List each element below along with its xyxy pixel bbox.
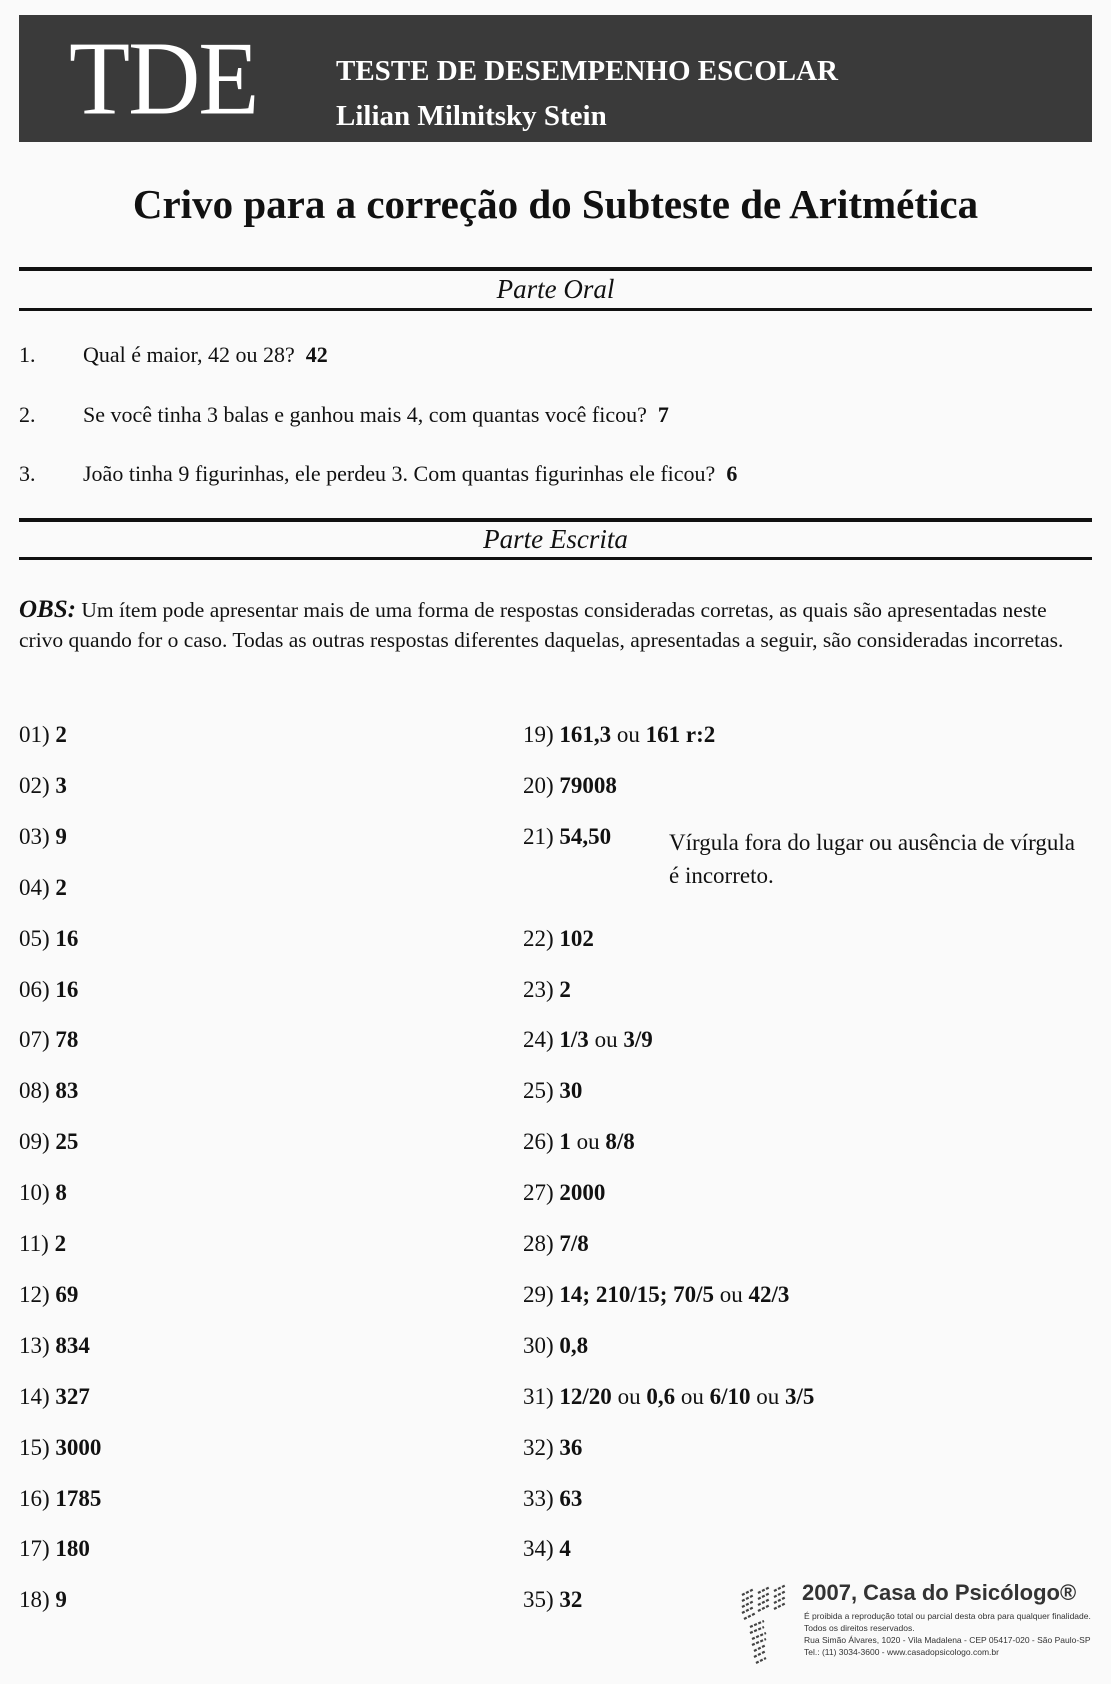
answer-value: 1 <box>559 1129 571 1155</box>
item-number: 3. <box>19 461 36 486</box>
answer-item <box>19 1231 66 1257</box>
footer-line: Todos os direitos reservados. <box>804 1623 915 1633</box>
answer-number: 17) <box>19 1536 56 1562</box>
answer-number: 08) <box>19 1078 56 1104</box>
answer-item <box>523 1384 814 1410</box>
answer-item <box>523 824 611 850</box>
answer-item <box>19 773 67 799</box>
answer-item <box>19 1078 78 1104</box>
answer-value: 1785 <box>55 1485 102 1511</box>
answer-value: 2 <box>55 722 67 747</box>
answer-number: 13) <box>19 1332 56 1358</box>
footer-line: Tel.: (11) 3034-3600 - www.casadopsicologo.com.br <box>804 1647 999 1657</box>
answer-number: 20) <box>523 772 560 798</box>
oral-item <box>19 461 737 487</box>
answer-item <box>19 926 78 952</box>
answer-number: 22) <box>523 925 560 951</box>
answer-number: 09) <box>19 1129 56 1155</box>
answer-value: 1/3 <box>559 1027 589 1053</box>
answer-value: 9 <box>55 1587 67 1613</box>
answer-item <box>523 1180 605 1206</box>
tde-logo: TDE <box>69 20 258 137</box>
answer-value: 78 <box>55 1027 79 1053</box>
answer-number: 28) <box>523 1231 560 1256</box>
answer-value: 161,3 <box>559 722 612 747</box>
answer-value: 83 <box>55 1078 79 1104</box>
page-title: Crivo para a correção do Subteste de Aritmética <box>132 181 979 227</box>
answer-value: 3/5 <box>784 1383 815 1409</box>
footer-line: É proibida a reprodução total ou parcial desta obra para qualquer finalidade. <box>804 1611 1091 1621</box>
answer-item <box>19 824 67 850</box>
answer-connector: ou <box>588 1027 624 1053</box>
answer-item <box>523 1231 589 1257</box>
answer-number: 11) <box>19 1231 55 1256</box>
divider <box>19 267 1092 271</box>
answer-number: 31) <box>523 1383 560 1409</box>
divider <box>19 518 1092 522</box>
answer-value: 16 <box>55 925 79 951</box>
answer-value: 3 <box>55 772 67 798</box>
answer-item <box>523 1078 582 1104</box>
answer-value: 2 <box>559 976 571 1002</box>
answer-item <box>523 1129 635 1155</box>
item-number: 1. <box>19 342 36 367</box>
answer-value: 0,6 <box>646 1383 676 1409</box>
answer-number: 18) <box>19 1587 56 1613</box>
answer-value: 161 r:2 <box>645 722 716 747</box>
answer-value: 32 <box>559 1587 583 1613</box>
answer-number: 07) <box>19 1027 56 1053</box>
answer-item <box>19 1333 90 1359</box>
answer-value: 180 <box>55 1536 90 1562</box>
answer-value: 4 <box>559 1536 571 1562</box>
answer-value: 54,50 <box>559 823 612 849</box>
answer-number: 16) <box>19 1485 56 1511</box>
answer-value: 9 <box>55 823 67 849</box>
answer-value: 30 <box>559 1078 583 1104</box>
answer-item <box>19 1435 101 1461</box>
item-question: Qual é maior, 42 ou 28? <box>83 342 295 367</box>
answer-number: 30) <box>523 1332 560 1358</box>
answer-value: 79008 <box>559 772 617 798</box>
answer-number: 32) <box>523 1434 560 1460</box>
answer-value: 69 <box>55 1281 79 1307</box>
answer-value: 7/8 <box>559 1231 589 1256</box>
divider <box>19 557 1092 560</box>
test-title: TESTE DE DESEMPENHO ESCOLAR <box>336 55 838 87</box>
answer-connector: ou <box>570 1129 606 1155</box>
answer-item <box>19 1536 90 1562</box>
answer-item <box>523 1027 653 1053</box>
answer-number: 06) <box>19 976 56 1002</box>
answer-item <box>19 875 67 901</box>
divider <box>19 308 1092 311</box>
answer-value: 12/20 <box>559 1383 612 1409</box>
answer-item <box>19 1384 90 1410</box>
answer-item <box>19 1180 67 1206</box>
answer-number: 35) <box>523 1587 560 1613</box>
answer-item <box>19 1129 78 1155</box>
answer-value: 14; 210/15; 70/5 <box>559 1281 715 1307</box>
answer-value: 8 <box>55 1180 67 1206</box>
answer-connector: ou <box>675 1383 710 1409</box>
answer-item <box>523 773 617 799</box>
answer-item <box>523 1435 582 1461</box>
author: Lilian Milnitsky Stein <box>336 100 607 132</box>
answer-connector: ou <box>611 722 646 747</box>
answer-connector: ou <box>611 1383 647 1409</box>
answer-number: 05) <box>19 925 56 951</box>
answer-item <box>523 977 571 1003</box>
answer-number: 03) <box>19 823 56 849</box>
item-question: Se você tinha 3 balas e ganhou mais 4, com quantas você ficou? <box>83 402 647 427</box>
answer-value: 3/9 <box>623 1027 653 1053</box>
answer-value: 102 <box>559 925 594 951</box>
item-answer: 6 <box>726 461 738 486</box>
oral-item <box>19 342 328 368</box>
answer-value: 6/10 <box>709 1383 751 1409</box>
answer-connector: ou <box>714 1281 749 1307</box>
answer-value: 42/3 <box>748 1281 790 1307</box>
answer-number: 26) <box>523 1129 560 1155</box>
answer-item <box>523 1486 582 1512</box>
answer-item <box>523 926 594 952</box>
item-question: João tinha 9 figurinhas, ele perdeu 3. Com quantas figurinhas ele ficou? <box>83 461 716 486</box>
answer-item <box>523 1536 571 1562</box>
answer-number: 24) <box>523 1027 560 1053</box>
answer-item <box>19 1027 78 1053</box>
answer-number: 14) <box>19 1383 56 1409</box>
answer-item <box>19 1282 78 1308</box>
answer-item <box>523 1587 582 1613</box>
answer-number: 12) <box>19 1281 56 1307</box>
obs-label: OBS: <box>19 596 76 623</box>
answer-value: 16 <box>55 976 79 1002</box>
answer-item <box>19 1587 67 1613</box>
answer-value: 3000 <box>55 1434 102 1460</box>
answer-value: 36 <box>559 1434 583 1460</box>
item-21-note: Vírgula fora do lugar ou ausência de vírgula é incorreto. <box>669 830 1075 888</box>
answer-value: 2000 <box>559 1180 606 1206</box>
answer-number: 27) <box>523 1180 560 1206</box>
answer-number: 33) <box>523 1485 560 1511</box>
answer-number: 21) <box>523 823 560 849</box>
header-banner <box>19 15 1092 142</box>
answer-item <box>523 722 715 748</box>
answer-value: 8/8 <box>605 1129 635 1155</box>
answer-number: 15) <box>19 1434 56 1460</box>
answer-item <box>19 722 67 748</box>
answer-number: 25) <box>523 1078 560 1104</box>
answer-value: 2 <box>54 1231 67 1256</box>
answer-number: 01) <box>19 722 56 747</box>
casa-do-psicologo-logo <box>738 1583 790 1671</box>
obs-text: Um ítem pode apresentar mais de uma forma de respostas consideradas corretas, as quais são apresentadas neste crivo quando for o caso. Todas as outras respostas diferentes daquelas, apresentadas a seguir, são consideradas incorretas. <box>19 598 1064 652</box>
section-heading-oral: Parte Oral <box>496 274 615 304</box>
section-heading-written: Parte Escrita <box>483 524 628 554</box>
answer-value: 2 <box>55 874 67 900</box>
answer-value: 0,8 <box>559 1332 589 1358</box>
oral-item <box>19 402 669 428</box>
observation-note <box>19 595 1094 655</box>
answer-connector: ou <box>750 1383 785 1409</box>
answer-value: 834 <box>55 1332 90 1358</box>
answer-number: 02) <box>19 772 56 798</box>
answer-item <box>523 1333 588 1359</box>
item-number: 2. <box>19 402 36 427</box>
answer-number: 23) <box>523 976 560 1002</box>
item-answer: 7 <box>657 402 669 427</box>
answer-number: 29) <box>523 1281 560 1307</box>
answer-value: 327 <box>55 1383 90 1409</box>
answer-value: 25 <box>55 1129 79 1155</box>
copyright: 2007, Casa do Psicólogo® <box>802 1580 1077 1605</box>
answer-item <box>19 977 78 1003</box>
answer-number: 34) <box>523 1536 560 1562</box>
answer-number: 04) <box>19 874 56 900</box>
answer-number: 19) <box>523 722 560 747</box>
answer-value: 63 <box>559 1485 583 1511</box>
item-answer: 42 <box>305 342 328 367</box>
footer-line: Rua Simão Álvares, 1020 - Vila Madalena - CEP 05417-020 - São Paulo-SP <box>804 1635 1091 1645</box>
answer-number: 10) <box>19 1180 56 1206</box>
answer-item <box>523 1282 789 1308</box>
answer-item <box>19 1486 101 1512</box>
